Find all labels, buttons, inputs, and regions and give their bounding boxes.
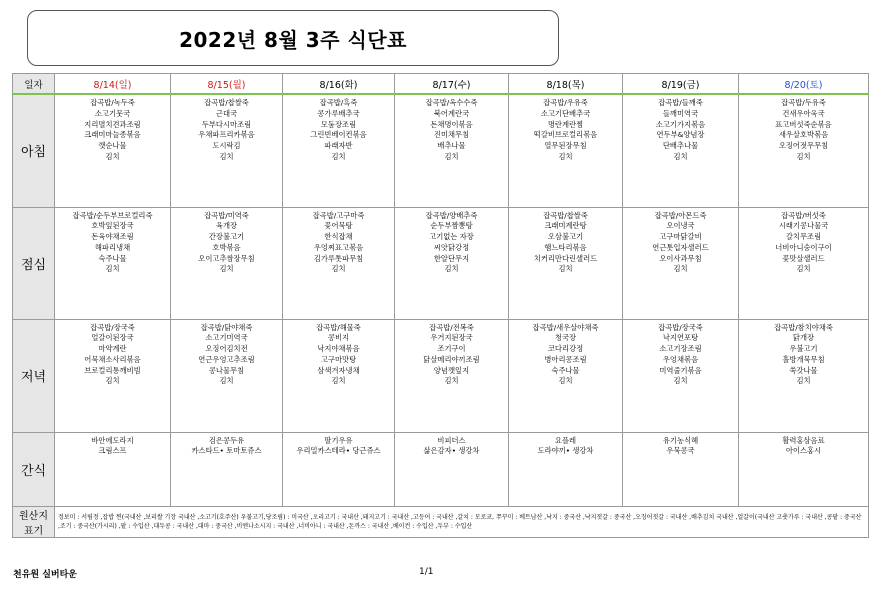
menu-item: 김치 (673, 264, 688, 274)
menu-item: 닭개장 (792, 333, 815, 343)
menu-item: 콩가루배추국 (317, 108, 360, 118)
menu-item: 지리멸치견과조림 (84, 119, 141, 129)
menu-item: 들깨미역국 (662, 108, 699, 118)
menu-item: 잡곡밥/고구마죽 (312, 210, 365, 220)
menu-item: 잡곡밥/새우살야채죽 (532, 322, 599, 332)
menu-item: 낙지야채볶음 (317, 344, 360, 354)
menu-item: 시래기콩나물국 (778, 221, 829, 231)
day-header-mon: 8/15(월) (171, 74, 283, 95)
menu-cell (171, 207, 283, 319)
menu-item: 콩비지 (327, 333, 350, 343)
menu-item: 열무된장무침 (544, 141, 587, 151)
menu-item: 단배추나물 (662, 141, 699, 151)
menu-cell (395, 319, 509, 432)
header-corner: 일자 (13, 74, 55, 95)
meal-row-dinner (13, 319, 869, 432)
menu-cell (283, 207, 395, 319)
menu-cell (171, 432, 283, 506)
menu-item: 김치 (673, 151, 688, 161)
menu-cell (623, 319, 739, 432)
menu-item: 배추나물 (437, 141, 466, 151)
menu-item: 깻순나물 (98, 141, 127, 151)
menu-item: 얼갈이된장국 (91, 333, 134, 343)
menu-item: 잡곡밥/순두부브로컬리죽 (72, 210, 153, 220)
page-title: 2022년 8월 3주 식단표 (179, 27, 407, 52)
day-header-fri: 8/19(금) (623, 74, 739, 95)
menu-item: 검은콩두유 (208, 435, 245, 445)
menu-item: 명란계란찜 (547, 119, 584, 129)
menu-item: 너비아니숭이구이 (775, 242, 832, 252)
menu-cell (55, 319, 171, 432)
menu-item: 순두부짬뽕탕 (430, 221, 473, 231)
menu-item: 김치 (105, 376, 120, 386)
menu-cell (739, 94, 869, 207)
menu-item: 오이고추쌈장무침 (198, 253, 255, 263)
menu-cell (55, 207, 171, 319)
day-header-sat: 8/20(토) (739, 74, 869, 95)
menu-item: 숙주나물 (98, 253, 127, 263)
menu-item: 청국장 (554, 333, 577, 343)
menu-item: 잡곡밥/해물죽 (316, 322, 361, 332)
menu-item: 잡곡밥/닭야채죽 (200, 322, 253, 332)
menu-item: 호박잎된장국 (91, 221, 134, 231)
menu-item: 치커리만다린샐러드 (533, 253, 598, 263)
menu-cell (739, 207, 869, 319)
menu-item: 잡곡밥/흑죽 (319, 98, 358, 107)
menu-item: 김치 (219, 264, 234, 274)
menu-item: 김치 (558, 376, 573, 386)
menu-item: 김치 (105, 264, 120, 274)
menu-item: 쑥갓나물 (789, 365, 818, 375)
menu-item: 잡곡밥/녹두죽 (90, 98, 135, 107)
menu-item: 소고기장조림 (659, 344, 702, 354)
menu-item: 간장불고기 (208, 232, 245, 242)
menu-cell (395, 94, 509, 207)
menu-item: 김치 (444, 376, 459, 386)
menu-cell (623, 432, 739, 506)
menu-item: 잡곡밥/옥수수죽 (425, 98, 478, 107)
menu-cell (283, 319, 395, 432)
menu-item: 홀방개묵무침 (782, 354, 825, 364)
menu-item: 근대국 (215, 108, 238, 118)
menu-item: 요플레 (554, 435, 577, 445)
menu-item: 두부다시마조림 (201, 119, 252, 129)
menu-cell (739, 432, 869, 506)
menu-item: 연근우엉고추조림 (198, 354, 255, 364)
menu-item: 오징어김치전 (205, 344, 248, 354)
menu-item: 삶은감자• 생강차 (423, 446, 480, 456)
menu-item: 잡곡밥/미역죽 (204, 210, 249, 220)
menu-item: 김치 (331, 151, 346, 161)
menu-item: 해파리냉채 (94, 242, 131, 252)
menu-cell (171, 94, 283, 207)
menu-item: 김치 (558, 264, 573, 274)
menu-item: 잡곡밥/들깨죽 (658, 98, 703, 107)
menu-item: 모둠장조림 (320, 119, 357, 129)
menu-item: 비피더스 (437, 435, 466, 445)
menu-cell (509, 319, 623, 432)
menu-item: 유기농식혜 (662, 435, 699, 445)
menu-item: 김치 (444, 151, 459, 161)
menu-item: 김치 (331, 264, 346, 274)
menu-cell (395, 432, 509, 506)
meal-label-lunch: 점심 (13, 207, 55, 319)
menu-item: 삼색겨자냉채 (317, 365, 360, 375)
menu-item: 오이냉국 (666, 221, 695, 231)
menu-item: 잡곡밥/찹쌀죽 (543, 210, 588, 220)
menu-item: 새우살호박볶음 (778, 130, 829, 140)
menu-item: 잡곡밥/장국죽 (90, 322, 135, 332)
menu-item: 우엉찌표고볶음 (313, 242, 364, 252)
menu-item: 진미채무침 (433, 130, 470, 140)
menu-cell (509, 94, 623, 207)
menu-item: 연두부&양념장 (656, 130, 705, 140)
menu-item: 낙지연포탕 (662, 333, 699, 343)
menu-item: 어묵채소사리볶음 (84, 354, 141, 364)
menu-item: 꽃맛살샐러드 (782, 253, 825, 263)
menu-item: 김치 (796, 151, 811, 161)
menu-item: 육개장 (215, 221, 238, 231)
menu-item: 크림스프 (98, 446, 127, 456)
origin-text: 정보미 : 서림정 ,잡밥 찐(국내산 ,보리쌀 기장 국내산 ,소고기(호주산) 우불고기,당조림) : 미국산 ,오리고기 : 국내산 ,돼지고기 : 국내산 ,고등어 : 국내산 ,갈치 : 모로코, 쭈꾸미 : 베트남산 ,낙지 : 중국산 ,낙지젓갈 : 중국산 ,오징어젓갈 : 국내산 ,배추김치 국내산 ,얼갈이(국내산 고춧가루 : 국내산 ,콩팥 : 중국산 ,조기 : 중국산(가시리) ,팥 : 수입산 ,대두콩 : 국내산 ,대마 : 중국산 ,비엔나소시지 : 국내산 ,너비아니 : 국내산 ,돈까스 : 국내산 ,베이컨 : 수입산 ,두부 : 수입산 (55, 506, 869, 537)
menu-item: 우리밀카스테라• 당근쥬스 (296, 446, 381, 456)
menu-item: 병아리콩조림 (544, 354, 587, 364)
meal-row-snack (13, 432, 869, 506)
menu-item: 닭살메리야끼조림 (423, 354, 480, 364)
menu-item: 크래미마늘종볶음 (84, 130, 141, 140)
menu-item: 코다리강정 (547, 344, 584, 354)
menu-item: 연근톳입자샐러드 (652, 242, 709, 252)
menu-item: 고구마맛탕 (320, 354, 357, 364)
menu-item: 잡곡밥/아몬드죽 (654, 210, 707, 220)
menu-item: 아이스홍시 (785, 446, 822, 456)
menu-item: 잡곡밥/참치야채죽 (774, 322, 833, 332)
menu-item: 우채파프리카볶음 (198, 130, 255, 140)
meal-row-lunch (13, 207, 869, 319)
menu-item: 떡갈비브로컬리볶음 (533, 130, 598, 140)
menu-item: 북어계란국 (433, 108, 470, 118)
menu-item: 우거지된장국 (430, 333, 473, 343)
menu-item: 소고기단배추국 (540, 108, 591, 118)
menu-cell (623, 94, 739, 207)
menu-item: 브로컬리통깨비빔 (84, 365, 141, 375)
menu-item: 건새우아욱국 (782, 108, 825, 118)
menu-cell (623, 207, 739, 319)
menu-cell (283, 94, 395, 207)
footer-page-number: 1/1 (419, 567, 434, 577)
menu-item: 김가루톳파무침 (313, 253, 364, 263)
meal-row-breakfast (13, 94, 869, 207)
title-box (27, 10, 559, 66)
meal-table (12, 73, 869, 538)
menu-item: 김치 (444, 264, 459, 274)
menu-item: 우묵콩국 (666, 446, 695, 456)
menu-item: 양념깻잎지 (433, 365, 470, 375)
menu-cell (55, 94, 171, 207)
menu-item: 소고기가지볶음 (655, 119, 706, 129)
menu-cell (739, 319, 869, 432)
menu-item: 미역줄기볶음 (659, 365, 702, 375)
menu-item: 갈치무조림 (785, 232, 822, 242)
menu-item: 김치 (331, 376, 346, 386)
menu-item: 한알단무지 (433, 253, 470, 263)
menu-item: 씨앗닭강정 (433, 242, 470, 252)
menu-item: 도시락김 (212, 141, 241, 151)
menu-item: 돈육야채조림 (91, 232, 134, 242)
menu-item: 바안에도라지 (91, 435, 134, 445)
menu-item: 잡곡밥/전복죽 (429, 322, 474, 332)
menu-item: 잡곡밥/우유죽 (543, 98, 588, 107)
footer-org: 천유원 실버타운 (13, 570, 77, 580)
menu-item: 잡곡밥/찹쌀죽 (204, 98, 249, 107)
day-header-thu: 8/18(목) (509, 74, 623, 95)
menu-item: 도라야끼• 생강차 (537, 446, 594, 456)
menu-item: 소고기미역국 (205, 333, 248, 343)
menu-item: 숙주나물 (551, 365, 580, 375)
menu-item: 잡곡밥/양배추죽 (425, 210, 478, 220)
meal-label-breakfast: 아침 (13, 94, 55, 207)
menu-item: 호박볶음 (212, 242, 241, 252)
day-header-tue: 8/16(화) (283, 74, 395, 95)
menu-item: 김치 (105, 151, 120, 161)
menu-item: 돈채명이볶음 (430, 119, 473, 129)
menu-item: 오이사과무침 (659, 253, 702, 263)
menu-item: 김치 (796, 376, 811, 386)
menu-item: 고구마닭갈비 (659, 232, 702, 242)
menu-item: 콩나물무침 (208, 365, 245, 375)
menu-item: 우불고기 (789, 344, 818, 354)
menu-item: 한식잡채 (324, 232, 353, 242)
menu-item: 고기없는 자장 (429, 232, 474, 242)
day-header-wed: 8/17(수) (395, 74, 509, 95)
menu-cell (283, 432, 395, 506)
origin-row (13, 506, 869, 537)
menu-item: 잡곡밥/장국죽 (658, 322, 703, 332)
menu-item: 소고기뭇국 (94, 108, 131, 118)
menu-item: 김치 (558, 151, 573, 161)
meal-label-snack: 간식 (13, 432, 55, 506)
menu-item: 잡곡밥/버섯죽 (781, 210, 826, 220)
menu-item: 우엉채볶음 (662, 354, 699, 364)
menu-item: 조기구이 (437, 344, 466, 354)
menu-item: 꽃어묵탕 (324, 221, 353, 231)
menu-item: 오징어젓무무침 (778, 141, 829, 151)
menu-item: 카스타드• 토마토쥬스 (191, 446, 262, 456)
menu-item: 크래미계란탕 (544, 221, 587, 231)
menu-cell (55, 432, 171, 506)
menu-cell (395, 207, 509, 319)
menu-cell (171, 319, 283, 432)
menu-cell (509, 432, 623, 506)
origin-label: 원산지 표기 (13, 506, 55, 537)
menu-item: 김치 (796, 264, 811, 274)
menu-item: 딸기우유 (324, 435, 353, 445)
meal-label-dinner: 저녁 (13, 319, 55, 432)
menu-item: 햄느타리볶음 (544, 242, 587, 252)
menu-item: 김치 (219, 151, 234, 161)
menu-item: 오삼불고기 (547, 232, 584, 242)
menu-item: 마약계란 (98, 344, 127, 354)
menu-item: 김치 (673, 376, 688, 386)
menu-item: 파래자반 (324, 141, 353, 151)
menu-item: 표고버섯죽순볶음 (775, 119, 832, 129)
menu-item: 활력홍삼음료 (782, 435, 825, 445)
menu-item: 잡곡밥/두유죽 (781, 98, 826, 107)
day-header-sun: 8/14(일) (55, 74, 171, 95)
menu-item: 김치 (219, 376, 234, 386)
menu-cell (509, 207, 623, 319)
menu-item: 그린빈베이컨볶음 (310, 130, 367, 140)
